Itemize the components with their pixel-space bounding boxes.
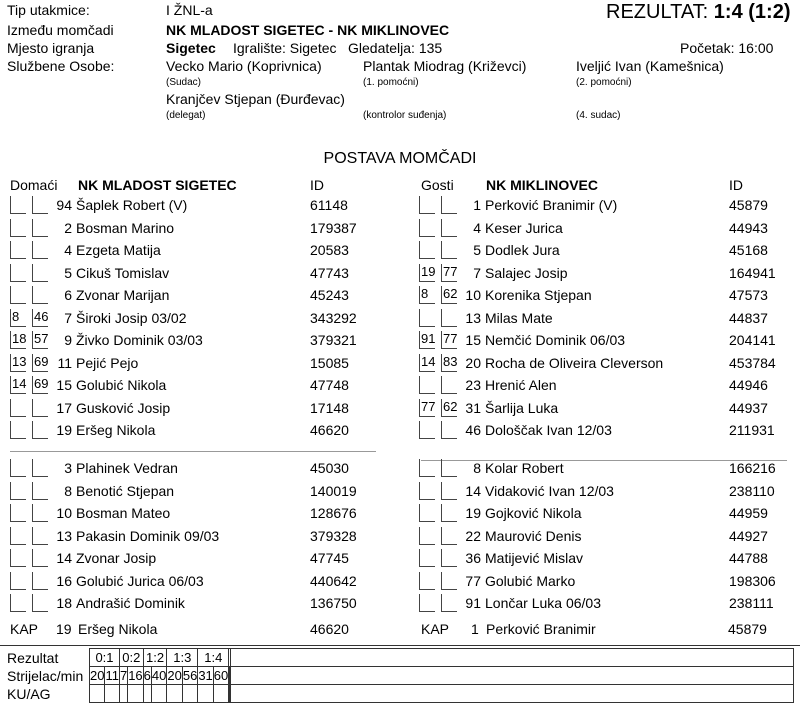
official-name: Plantak Miodrag (Križevci) [363,58,527,74]
player-name: Golubić Nikola [76,377,167,393]
minute-box [419,594,435,612]
player-row [10,572,390,594]
player-name: Šaplek Robert (V) [76,197,188,213]
player-name: Andrašić Dominik [76,595,185,611]
minute-box: 91 [419,331,435,349]
minute-box [419,527,435,545]
player-number: 77 [465,572,481,589]
player-row [419,504,799,526]
player-row [10,399,390,421]
minute-box: 77 [441,264,457,282]
player-name: Vidaković Ivan 12/03 [485,482,614,499]
kuag-cell [182,685,197,703]
minute-box [10,572,26,590]
player-number: 18 [56,595,72,611]
player-row [10,459,390,481]
minute-box [419,482,435,500]
minute-box [419,459,435,477]
player-row [10,594,390,616]
minute-box [419,549,435,567]
minute-box [10,286,26,304]
player-id: 45243 [310,287,349,303]
minute-box: 77 [441,331,457,349]
player-number: 13 [465,309,481,326]
player-id: 44946 [729,377,768,393]
player-id: 44927 [729,527,768,544]
player-name: Lončar Luka 06/03 [485,595,601,611]
score-table [89,648,794,703]
mjesto-label: Mjesto igranja [7,40,95,56]
minute-box [10,219,26,237]
player-id: 45879 [729,197,768,213]
score-top-line [0,645,800,646]
player-row [419,196,799,218]
player-row [419,459,799,481]
player-name: Šarlija Luka [485,399,559,416]
official-name: Vecko Mario (Koprivnica) [166,58,322,74]
player-id: 440642 [310,572,357,589]
player-number: 9 [64,332,72,348]
player-row [419,399,799,421]
player-number: 14 [465,482,481,499]
player-id: 45168 [729,242,768,258]
home-side-label: Domaći [10,177,58,193]
scorer-cell: 56 [182,668,198,683]
player-row [419,376,799,398]
player-number: 31 [465,399,481,416]
scorer-cell: 6 [143,668,151,683]
minute-box [419,196,435,214]
minute-box [10,549,26,567]
minute-box [10,527,26,545]
result-cell: 1:2 [143,649,167,667]
mjesto-value: Sigetec [166,40,216,56]
rezultat-row-label: Rezultat [7,650,59,666]
minute-box [419,421,435,439]
player-id: 238110 [729,482,775,499]
minute-box [10,399,26,417]
minute-box: 83 [441,354,457,372]
minute-box: 69 [32,354,48,372]
player-number: 10 [465,287,481,303]
player-row [10,286,390,308]
minute-box [10,421,26,439]
kuag-cell [143,685,151,703]
minute-box: 18 [10,331,26,349]
player-number: 16 [56,572,72,589]
player-number: 8 [64,482,72,499]
home-kap-label: KAP [10,621,39,637]
player-name: Bosman Mateo [76,505,171,521]
player-row [419,482,799,504]
player-row [10,219,390,241]
player-id: 211931 [729,422,775,438]
player-row [419,286,799,308]
izmedu-label: Između momčadi [7,22,114,38]
empty-cell [231,649,794,667]
kuag-row [90,685,794,703]
kuag-cell [151,685,166,703]
pocetak: Početak: 16:00 [680,40,774,56]
player-row [419,421,799,443]
player-name: Hrenić Alen [485,377,557,393]
result-cell: 0:2 [119,649,143,667]
player-row [10,309,390,331]
player-id: 17148 [310,399,349,416]
player-row [10,264,390,286]
player-row [419,219,799,241]
player-number: 6 [64,287,72,303]
kuag-cell [198,685,213,703]
away-kap-label: KAP [421,621,450,637]
player-id: 128676 [310,505,357,521]
player-id: 166216 [729,460,776,476]
player-number: 3 [64,460,72,476]
player-id: 179387 [310,219,357,236]
player-row [419,331,799,353]
player-name: Dodlek Jura [485,242,560,258]
minute-box [10,504,26,522]
player-id: 140019 [310,482,357,499]
away-kap-id: 45879 [728,621,767,637]
tip-label: Tip utakmice: [7,2,90,18]
player-id: 47745 [310,550,349,566]
home-id-label: ID [310,177,324,193]
kuag-cell [231,685,794,703]
minute-box [10,196,26,214]
player-number: 20 [465,354,481,371]
rezultat-value: 1:4 (1:2) [713,1,791,23]
player-id: 164941 [729,264,776,281]
player-name: Gusković Josip [76,399,171,416]
player-id: 20583 [310,242,349,258]
home-kap-num: 19 [56,621,72,637]
player-row [10,527,390,549]
minute-box: 13 [10,354,26,372]
player-row [419,264,799,286]
section-title: POSTAVA MOMČADI [323,150,477,167]
player-row [10,196,390,218]
player-row [419,354,799,376]
player-id: 45030 [310,460,349,476]
player-name: Perković Branimir (V) [485,197,618,213]
player-name: Zvonar Marijan [76,287,170,303]
player-number: 94 [56,197,72,213]
minute-box [419,376,435,394]
scorers-row [90,667,794,685]
minute-box [10,594,26,612]
minute-box: 62 [441,399,457,417]
tip-value: I ŽNL-a [166,2,213,18]
player-id: 44788 [729,550,768,566]
player-number: 1 [473,197,481,213]
minute-box [10,264,26,282]
scorer-cell: 11 [105,668,119,683]
minute-box [419,241,435,259]
player-number: 15 [56,377,72,393]
result-cell: 1:4 [198,649,229,667]
rezultat-label: REZULTAT: [606,1,709,23]
minute-box: 57 [32,331,48,349]
player-number: 15 [465,332,481,348]
kuag-cell [105,685,120,703]
home-kap-name: Eršeg Nikola [78,621,158,637]
player-name: Keser Jurica [485,219,563,236]
official-role: (2. pomoćni) [576,77,632,88]
scorer-cell: 20 [90,668,105,683]
official-role: (Sudac) [166,77,202,88]
away-side-label: Gosti [421,177,454,193]
scorer-cell: 60 [213,668,229,683]
player-number: 17 [56,399,72,416]
player-id: 379328 [310,527,357,544]
player-id: 44943 [729,219,768,236]
player-row [419,309,799,331]
minute-box: 8 [419,286,435,304]
player-row [10,504,390,526]
player-name: Pakasin Dominik 09/03 [76,527,220,544]
minute-box: 77 [419,399,435,417]
official-role: (4. sudac) [576,110,621,121]
minute-box [10,482,26,500]
match-title: NK MLADOST SIGETEC - NK MIKLINOVEC [166,22,450,38]
scorer-cell: 40 [151,668,167,683]
player-number: 14 [56,550,72,566]
player-number: 7 [64,309,72,326]
player-name: Pejić Pejo [76,354,139,371]
minute-box [10,459,26,477]
minute-box [10,241,26,259]
player-id: 136750 [310,595,357,611]
away-kap-name: Perković Branimir [486,621,596,637]
player-number: 4 [64,242,72,258]
result-cell: 0:1 [90,649,120,667]
player-row [10,376,390,398]
scorer-cell: 16 [128,668,143,683]
player-number: 8 [473,460,481,476]
player-name: Živko Dominik 03/03 [76,332,203,348]
player-number: 5 [64,264,72,281]
player-id: 44837 [729,309,768,326]
rezultat [606,1,791,24]
player-row [419,527,799,549]
player-id: 204141 [729,332,776,348]
player-number: 11 [57,354,72,371]
player-id: 453784 [729,354,776,371]
player-name: Nemčić Dominik 06/03 [485,332,626,348]
kuag-cell [128,685,143,703]
away-team-name: NK MIKLINOVEC [486,177,598,193]
player-name: Golubić Marko [485,572,576,589]
home-kap-id: 46620 [310,621,349,637]
player-row [419,241,799,263]
player-number: 10 [56,505,72,521]
player-name: Benotić Stjepan [76,482,175,499]
minute-box [419,309,435,327]
home-divider [10,451,376,452]
player-name: Ezgeta Matija [76,242,161,258]
away-kap-num: 1 [471,621,479,637]
player-name: Plahinek Vedran [76,460,178,476]
minute-box [419,572,435,590]
kuag-row-label: KU/AG [7,686,51,702]
player-number: 46 [465,422,481,438]
player-name: Gojković Nikola [485,505,582,521]
player-id: 46620 [310,422,349,438]
player-row [10,354,390,376]
player-id: 379321 [310,332,357,348]
minute-box [419,504,435,522]
player-name: Bosman Marino [76,219,175,236]
player-row [10,331,390,353]
official-role: (kontrolor suđenja) [363,110,447,121]
player-id: 238111 [729,595,774,611]
kuag-cell [90,685,105,703]
player-row [419,549,799,571]
player-name: Rocha de Oliveira Cleverson [485,354,664,371]
player-name: Korenika Stjepan [485,287,592,303]
player-id: 44937 [729,399,768,416]
player-name: Golubić Jurica 06/03 [76,572,204,589]
player-row [419,594,799,616]
player-id: 198306 [729,572,776,589]
player-name: Matijević Mislav [485,550,584,566]
player-number: 4 [473,219,481,236]
kuag-cell [167,685,182,703]
player-id: 61148 [310,197,348,213]
player-number: 91 [465,595,481,611]
player-name: Zvonar Josip [76,550,157,566]
official-name: Iveljić Ivan (Kamešnica) [576,58,724,74]
player-name: Cikuš Tomislav [76,264,170,281]
minute-box: 14 [10,376,26,394]
player-row [10,482,390,504]
minute-box: 69 [32,376,48,394]
official-role: (delegat) [166,110,206,121]
player-id: 47573 [729,287,768,303]
player-name: Salajec Josip [485,264,568,281]
minute-box: 19 [419,264,435,282]
scorer-cell: 31 [198,668,213,683]
player-id: 44959 [729,505,768,521]
official-role: (1. pomoćni) [363,77,419,88]
player-number: 36 [465,550,481,566]
scorer-cell: 20 [167,668,182,683]
strijelac-row-label: Strijelac/min [7,668,84,684]
kuag-cell [213,685,228,703]
player-id: 47743 [310,264,349,281]
player-row [419,572,799,594]
official-name: Kranjčev Stjepan (Đurđevac) [166,91,345,107]
gledatelja: Gledatelja: 135 [348,40,443,56]
minute-box: 8 [10,309,26,327]
player-number: 13 [56,527,72,544]
away-id-label: ID [729,177,743,193]
player-number: 2 [64,219,72,236]
player-id: 343292 [310,309,357,326]
player-number: 5 [473,242,481,258]
player-name: Široki Josip 03/02 [76,309,187,326]
player-number: 19 [56,422,72,438]
player-name: Kolar Robert [485,460,564,476]
igraliste: Igralište: Sigetec [233,40,337,56]
home-team-name: NK MLADOST SIGETEC [78,177,237,193]
player-row [10,421,390,443]
sluzbene-label: Službene Osobe: [7,58,115,74]
player-id: 15085 [310,354,349,371]
minute-box: 46 [32,309,48,327]
results-row [90,649,794,667]
player-row [10,241,390,263]
player-id: 47748 [310,377,349,393]
empty-cell [231,667,794,685]
minute-box: 62 [441,286,457,304]
player-name: Dološčak Ivan 12/03 [485,422,612,438]
player-name: Eršeg Nikola [76,422,156,438]
player-number: 7 [473,264,481,281]
result-cell: 1:3 [167,649,198,667]
minute-box: 14 [419,354,435,372]
player-name: Milas Mate [485,309,553,326]
player-number: 19 [465,505,481,521]
minute-box [419,219,435,237]
kuag-cell [119,685,127,703]
player-number: 23 [465,377,481,393]
scorer-cell: 7 [119,668,128,683]
player-name: Maurović Denis [485,527,582,544]
player-row [10,549,390,571]
player-number: 22 [465,527,481,544]
